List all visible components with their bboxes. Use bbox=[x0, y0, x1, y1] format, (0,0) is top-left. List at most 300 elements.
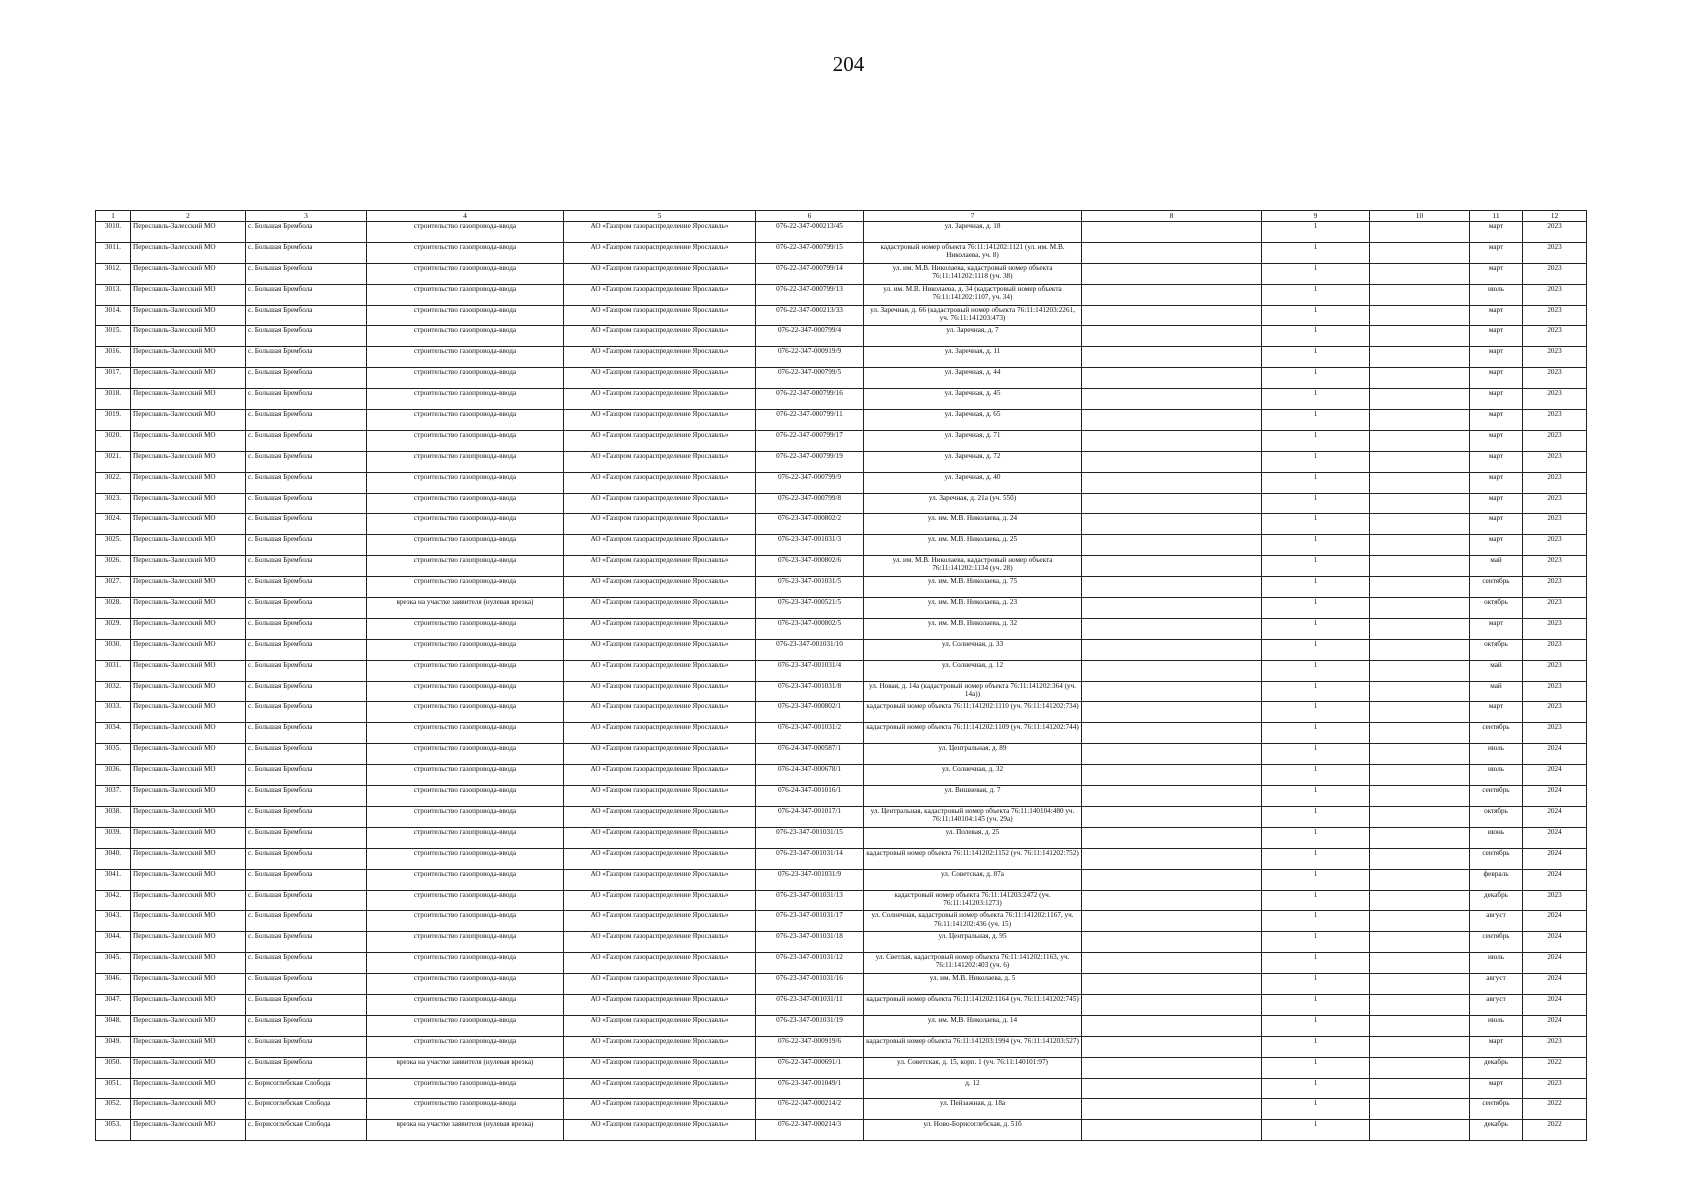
table-cell-col-7: ул. Советская, д. 87а bbox=[864, 869, 1082, 890]
table-cell-col-5: АО «Газпром газораспределение Ярославль» bbox=[564, 806, 756, 827]
table-cell-col-7: ул. Заречная, д. 7 bbox=[864, 326, 1082, 347]
table-cell-col-7: ул. Солнечная, кадастровый номер объекта 76:11:141202:1167, уч. 76:11:141202:436 (уч. 15) bbox=[864, 911, 1082, 932]
table-row bbox=[96, 681, 1587, 702]
table-cell-col-11: март bbox=[1470, 1036, 1523, 1057]
table-cell-col-7: ул. Заречная, д. 71 bbox=[864, 430, 1082, 451]
table-cell-col-6: 076-23-347-000521/5 bbox=[756, 598, 864, 619]
table-cell-col-8 bbox=[1082, 535, 1262, 556]
table-cell-col-3: с. Большая Брембола bbox=[246, 326, 367, 347]
table-cell-col-12: 2023 bbox=[1523, 472, 1587, 493]
table-cell-col-7: кадастровый номер объекта 76:11:141203:2472 (уч. 76:11:141203:1273) bbox=[864, 890, 1082, 911]
table-cell-col-2: Переславль-Залесский МО bbox=[131, 848, 246, 869]
table-cell-col-11: сентябрь bbox=[1470, 848, 1523, 869]
table-cell-col-10 bbox=[1370, 869, 1470, 890]
table-cell-col-3: с. Большая Брембола bbox=[246, 472, 367, 493]
table-cell-col-1: 3013. bbox=[96, 284, 131, 305]
table-cell-col-8 bbox=[1082, 744, 1262, 765]
table-cell-col-4: строительство газопровода-ввода bbox=[367, 618, 564, 639]
table-cell-col-11: март bbox=[1470, 618, 1523, 639]
table-cell-col-1: 3030. bbox=[96, 639, 131, 660]
table-cell-col-9: 1 bbox=[1262, 598, 1370, 619]
table-cell-col-12: 2022 bbox=[1523, 1057, 1587, 1078]
table-cell-col-9: 1 bbox=[1262, 618, 1370, 639]
table-cell-col-2: Переславль-Залесский МО bbox=[131, 974, 246, 995]
table-cell-col-7: ул. Заречная, д. 21а (уч. 55б) bbox=[864, 493, 1082, 514]
table-cell-col-4: строительство газопровода-ввода bbox=[367, 890, 564, 911]
table-cell-col-9: 1 bbox=[1262, 305, 1370, 326]
table-cell-col-1: 3045. bbox=[96, 953, 131, 974]
table-cell-col-11: март bbox=[1470, 368, 1523, 389]
table-cell-col-5: АО «Газпром газораспределение Ярославль» bbox=[564, 1099, 756, 1120]
table-cell-col-1: 3023. bbox=[96, 493, 131, 514]
table-cell-col-10 bbox=[1370, 305, 1470, 326]
table-cell-col-7: ул. Полевая, д. 25 bbox=[864, 827, 1082, 848]
table-cell-col-3: с. Большая Брембола bbox=[246, 639, 367, 660]
table-cell-col-10 bbox=[1370, 744, 1470, 765]
table-cell-col-9: 1 bbox=[1262, 1099, 1370, 1120]
table-cell-col-12: 2024 bbox=[1523, 911, 1587, 932]
table-cell-col-4: строительство газопровода-ввода bbox=[367, 389, 564, 410]
table-cell-col-12: 2023 bbox=[1523, 681, 1587, 702]
table-row bbox=[96, 953, 1587, 974]
table-cell-col-11: март bbox=[1470, 535, 1523, 556]
table-cell-col-4: строительство газопровода-ввода bbox=[367, 222, 564, 243]
table-row bbox=[96, 222, 1587, 243]
table-cell-col-11: март bbox=[1470, 263, 1523, 284]
table-cell-col-9: 1 bbox=[1262, 765, 1370, 786]
table-cell-col-2: Переславль-Залесский МО bbox=[131, 869, 246, 890]
table-cell-col-11: июль bbox=[1470, 953, 1523, 974]
table-row bbox=[96, 263, 1587, 284]
column-header-1: 1 bbox=[96, 211, 131, 222]
table-cell-col-9: 1 bbox=[1262, 347, 1370, 368]
table-cell-col-1: 3012. bbox=[96, 263, 131, 284]
table-cell-col-9: 1 bbox=[1262, 535, 1370, 556]
table-cell-col-2: Переславль-Залесский МО bbox=[131, 535, 246, 556]
table-cell-col-8 bbox=[1082, 347, 1262, 368]
table-cell-col-1: 3028. bbox=[96, 598, 131, 619]
table-cell-col-3: с. Большая Брембола bbox=[246, 660, 367, 681]
table-row bbox=[96, 598, 1587, 619]
table-cell-col-8 bbox=[1082, 786, 1262, 807]
table-cell-col-11: декабрь bbox=[1470, 1057, 1523, 1078]
table-row bbox=[96, 869, 1587, 890]
table-cell-col-8 bbox=[1082, 618, 1262, 639]
table-cell-col-8 bbox=[1082, 263, 1262, 284]
column-header-3: 3 bbox=[246, 211, 367, 222]
table-cell-col-11: март bbox=[1470, 326, 1523, 347]
table-cell-col-11: март bbox=[1470, 1078, 1523, 1099]
table-cell-col-8 bbox=[1082, 806, 1262, 827]
table-cell-col-12: 2023 bbox=[1523, 514, 1587, 535]
table-cell-col-4: строительство газопровода-ввода bbox=[367, 410, 564, 431]
table-cell-col-11: март bbox=[1470, 451, 1523, 472]
table-cell-col-10 bbox=[1370, 681, 1470, 702]
table-cell-col-8 bbox=[1082, 326, 1262, 347]
table-cell-col-10 bbox=[1370, 1099, 1470, 1120]
table-cell-col-11: май bbox=[1470, 681, 1523, 702]
table-cell-col-7: ул. Солнечная, д. 32 bbox=[864, 765, 1082, 786]
table-row bbox=[96, 618, 1587, 639]
table-cell-col-8 bbox=[1082, 723, 1262, 744]
table-cell-col-11: август bbox=[1470, 974, 1523, 995]
table-cell-col-7: ул. Новая, д. 14а (кадастровый номер объекта 76:11:141202:364 (уч. 14а)) bbox=[864, 681, 1082, 702]
table-cell-col-8 bbox=[1082, 430, 1262, 451]
table-cell-col-9: 1 bbox=[1262, 911, 1370, 932]
page-number: 204 bbox=[832, 52, 865, 76]
table-cell-col-3: с. Большая Брембола bbox=[246, 744, 367, 765]
table-cell-col-9: 1 bbox=[1262, 702, 1370, 723]
table-cell-col-12: 2023 bbox=[1523, 242, 1587, 263]
table-cell-col-10 bbox=[1370, 430, 1470, 451]
table-cell-col-3: с. Большая Брембола bbox=[246, 284, 367, 305]
table-cell-col-9: 1 bbox=[1262, 263, 1370, 284]
table-cell-col-6: 076-23-347-001031/18 bbox=[756, 932, 864, 953]
table-cell-col-4: строительство газопровода-ввода bbox=[367, 305, 564, 326]
table-cell-col-11: март bbox=[1470, 242, 1523, 263]
table-cell-col-7: ул. им. М.В. Николаева, д. 24 bbox=[864, 514, 1082, 535]
table-cell-col-2: Переславль-Залесский МО bbox=[131, 430, 246, 451]
table-cell-col-10 bbox=[1370, 618, 1470, 639]
table-cell-col-6: 076-22-347-000213/45 bbox=[756, 222, 864, 243]
table-cell-col-5: АО «Газпром газораспределение Ярославль» bbox=[564, 514, 756, 535]
table-cell-col-11: июнь bbox=[1470, 827, 1523, 848]
table-cell-col-2: Переславль-Залесский МО bbox=[131, 472, 246, 493]
table-cell-col-6: 076-22-347-000919/6 bbox=[756, 1036, 864, 1057]
table-cell-col-6: 076-22-347-000799/15 bbox=[756, 242, 864, 263]
table-cell-col-10 bbox=[1370, 932, 1470, 953]
table-cell-col-12: 2023 bbox=[1523, 1036, 1587, 1057]
table-cell-col-7: ул. Заречная, д. 66 (кадастровый номер объекта 76:11:141203:2261, уч. 76:11:141203:473) bbox=[864, 305, 1082, 326]
table-cell-col-3: с. Большая Брембола bbox=[246, 786, 367, 807]
table-cell-col-8 bbox=[1082, 556, 1262, 577]
table-cell-col-3: с. Большая Брембола bbox=[246, 702, 367, 723]
column-header-6: 6 bbox=[756, 211, 864, 222]
table-cell-col-12: 2024 bbox=[1523, 869, 1587, 890]
table-cell-col-6: 076-24-347-001017/1 bbox=[756, 806, 864, 827]
table-cell-col-12: 2023 bbox=[1523, 222, 1587, 243]
table-cell-col-11: октябрь bbox=[1470, 639, 1523, 660]
table-cell-col-11: октябрь bbox=[1470, 598, 1523, 619]
table-cell-col-2: Переславль-Залесский МО bbox=[131, 994, 246, 1015]
table-cell-col-6: 076-24-347-000587/1 bbox=[756, 744, 864, 765]
table-cell-col-4: строительство газопровода-ввода bbox=[367, 347, 564, 368]
table-cell-col-9: 1 bbox=[1262, 1036, 1370, 1057]
table-cell-col-3: с. Большая Брембола bbox=[246, 911, 367, 932]
table-cell-col-7: ул. им. М.В. Николаева, д. 23 bbox=[864, 598, 1082, 619]
table-cell-col-11: сентябрь bbox=[1470, 932, 1523, 953]
table-row bbox=[96, 1078, 1587, 1099]
table-cell-col-1: 3029. bbox=[96, 618, 131, 639]
table-cell-col-2: Переславль-Залесский МО bbox=[131, 723, 246, 744]
table-cell-col-4: строительство газопровода-ввода bbox=[367, 493, 564, 514]
table-cell-col-5: АО «Газпром газораспределение Ярославль» bbox=[564, 639, 756, 660]
table-cell-col-1: 3016. bbox=[96, 347, 131, 368]
table-cell-col-4: строительство газопровода-ввода bbox=[367, 639, 564, 660]
table-cell-col-4: строительство газопровода-ввода bbox=[367, 577, 564, 598]
table-cell-col-7: ул. Солнечная, д. 33 bbox=[864, 639, 1082, 660]
table-cell-col-3: с. Большая Брембола bbox=[246, 618, 367, 639]
table-cell-col-3: с. Большая Брембола bbox=[246, 222, 367, 243]
table-cell-col-4: строительство газопровода-ввода bbox=[367, 535, 564, 556]
table-cell-col-3: с. Борисоглебская Слобода bbox=[246, 1078, 367, 1099]
table-cell-col-2: Переславль-Залесский МО bbox=[131, 368, 246, 389]
table-cell-col-10 bbox=[1370, 1120, 1470, 1141]
table-cell-col-10 bbox=[1370, 765, 1470, 786]
table-cell-col-5: АО «Газпром газораспределение Ярославль» bbox=[564, 974, 756, 995]
table-row bbox=[96, 702, 1587, 723]
table-cell-col-4: строительство газопровода-ввода bbox=[367, 848, 564, 869]
table-cell-col-11: август bbox=[1470, 911, 1523, 932]
table-row bbox=[96, 932, 1587, 953]
table-cell-col-7: ул. Заречная, д. 65 bbox=[864, 410, 1082, 431]
table-row bbox=[96, 305, 1587, 326]
table-cell-col-12: 2024 bbox=[1523, 953, 1587, 974]
table-cell-col-11: декабрь bbox=[1470, 1120, 1523, 1141]
table-cell-col-5: АО «Газпром газораспределение Ярославль» bbox=[564, 389, 756, 410]
table-cell-col-4: строительство газопровода-ввода bbox=[367, 326, 564, 347]
table-cell-col-8 bbox=[1082, 493, 1262, 514]
table-cell-col-6: 076-23-347-001031/9 bbox=[756, 869, 864, 890]
table-cell-col-3: с. Большая Брембола bbox=[246, 305, 367, 326]
table-cell-col-1: 3021. bbox=[96, 451, 131, 472]
table-cell-col-11: октябрь bbox=[1470, 806, 1523, 827]
table-cell-col-10 bbox=[1370, 472, 1470, 493]
table-cell-col-9: 1 bbox=[1262, 410, 1370, 431]
table-cell-col-6: 076-22-347-000799/13 bbox=[756, 284, 864, 305]
column-header-5: 5 bbox=[564, 211, 756, 222]
table-cell-col-11: март bbox=[1470, 347, 1523, 368]
table-cell-col-2: Переславль-Залесский МО bbox=[131, 660, 246, 681]
table-cell-col-3: с. Большая Брембола bbox=[246, 848, 367, 869]
table-cell-col-12: 2023 bbox=[1523, 577, 1587, 598]
table-cell-col-8 bbox=[1082, 953, 1262, 974]
table-row bbox=[96, 723, 1587, 744]
table-cell-col-10 bbox=[1370, 242, 1470, 263]
table-cell-col-4: строительство газопровода-ввода bbox=[367, 451, 564, 472]
table-cell-col-2: Переславль-Залесский МО bbox=[131, 681, 246, 702]
table-cell-col-2: Переславль-Залесский МО bbox=[131, 305, 246, 326]
table-cell-col-1: 3042. bbox=[96, 890, 131, 911]
table-cell-col-12: 2023 bbox=[1523, 284, 1587, 305]
table-cell-col-5: АО «Газпром газораспределение Ярославль» bbox=[564, 1057, 756, 1078]
table-cell-col-11: сентябрь bbox=[1470, 786, 1523, 807]
table-cell-col-12: 2023 bbox=[1523, 639, 1587, 660]
table-cell-col-3: с. Большая Брембола bbox=[246, 890, 367, 911]
table-cell-col-4: строительство газопровода-ввода bbox=[367, 1099, 564, 1120]
table-cell-col-3: с. Большая Брембола bbox=[246, 242, 367, 263]
table-cell-col-5: АО «Газпром газораспределение Ярославль» bbox=[564, 451, 756, 472]
table-cell-col-1: 3033. bbox=[96, 702, 131, 723]
table-cell-col-10 bbox=[1370, 890, 1470, 911]
table-cell-col-3: с. Борисоглебская Слобода bbox=[246, 1120, 367, 1141]
table-cell-col-10 bbox=[1370, 1036, 1470, 1057]
table-cell-col-8 bbox=[1082, 410, 1262, 431]
table-cell-col-3: с. Большая Брембола bbox=[246, 263, 367, 284]
table-cell-col-8 bbox=[1082, 994, 1262, 1015]
table-cell-col-2: Переславль-Залесский МО bbox=[131, 493, 246, 514]
table-cell-col-4: строительство газопровода-ввода bbox=[367, 1015, 564, 1036]
table-cell-col-5: АО «Газпром газораспределение Ярославль» bbox=[564, 263, 756, 284]
table-cell-col-7: ул. Советская, д. 15, корп. 1 (уч. 76:11:140101:97) bbox=[864, 1057, 1082, 1078]
table-cell-col-11: июль bbox=[1470, 284, 1523, 305]
table-cell-col-2: Переславль-Залесский МО bbox=[131, 1057, 246, 1078]
table-cell-col-9: 1 bbox=[1262, 639, 1370, 660]
table-cell-col-9: 1 bbox=[1262, 326, 1370, 347]
table-row bbox=[96, 1015, 1587, 1036]
table-row bbox=[96, 660, 1587, 681]
table-cell-col-2: Переславль-Залесский МО bbox=[131, 410, 246, 431]
table-cell-col-10 bbox=[1370, 598, 1470, 619]
table-cell-col-6: 076-23-347-001031/15 bbox=[756, 827, 864, 848]
table-cell-col-5: АО «Газпром газораспределение Ярославль» bbox=[564, 618, 756, 639]
table-cell-col-5: АО «Газпром газораспределение Ярославль» bbox=[564, 493, 756, 514]
table-cell-col-11: сентябрь bbox=[1470, 577, 1523, 598]
table-cell-col-3: с. Большая Брембола bbox=[246, 410, 367, 431]
table-cell-col-8 bbox=[1082, 869, 1262, 890]
table-cell-col-12: 2022 bbox=[1523, 1099, 1587, 1120]
table-cell-col-4: строительство газопровода-ввода bbox=[367, 660, 564, 681]
table-cell-col-4: строительство газопровода-ввода bbox=[367, 263, 564, 284]
table-cell-col-3: с. Большая Брембола bbox=[246, 994, 367, 1015]
column-header-10: 10 bbox=[1370, 211, 1470, 222]
table-row bbox=[96, 806, 1587, 827]
table-row bbox=[96, 347, 1587, 368]
table-cell-col-6: 076-22-347-000799/5 bbox=[756, 368, 864, 389]
table-cell-col-12: 2023 bbox=[1523, 347, 1587, 368]
table-cell-col-5: АО «Газпром газораспределение Ярославль» bbox=[564, 994, 756, 1015]
table-cell-col-7: ул. им. М.В. Николаева, д. 34 (кадастровый номер объекта 76:11:141202:1107, уч. 34) bbox=[864, 284, 1082, 305]
table-cell-col-7: ул. им. М.В. Николаева, кадастровый номер объекта 76:11:141202:1118 (уч. 38) bbox=[864, 263, 1082, 284]
table-cell-col-3: с. Большая Брембола bbox=[246, 493, 367, 514]
table-cell-col-8 bbox=[1082, 1099, 1262, 1120]
table-cell-col-9: 1 bbox=[1262, 493, 1370, 514]
table-cell-col-6: 076-22-347-000799/14 bbox=[756, 263, 864, 284]
table-cell-col-12: 2024 bbox=[1523, 994, 1587, 1015]
table-cell-col-2: Переславль-Залесский МО bbox=[131, 242, 246, 263]
table-cell-col-10 bbox=[1370, 1015, 1470, 1036]
table-cell-col-1: 3011. bbox=[96, 242, 131, 263]
table-cell-col-4: строительство газопровода-ввода bbox=[367, 723, 564, 744]
table-cell-col-8 bbox=[1082, 514, 1262, 535]
table-cell-col-7: кадастровый номер объекта 76:11:141202:1110 (уч. 76:11:141202:734) bbox=[864, 702, 1082, 723]
table-cell-col-1: 3040. bbox=[96, 848, 131, 869]
table-cell-col-4: строительство газопровода-ввода bbox=[367, 932, 564, 953]
table-row bbox=[96, 430, 1587, 451]
table-cell-col-6: 076-22-347-000214/2 bbox=[756, 1099, 864, 1120]
table-cell-col-6: 076-23-347-001049/1 bbox=[756, 1078, 864, 1099]
table-row bbox=[96, 493, 1587, 514]
table-cell-col-2: Переславль-Залесский МО bbox=[131, 284, 246, 305]
table-cell-col-9: 1 bbox=[1262, 932, 1370, 953]
table-cell-col-10 bbox=[1370, 347, 1470, 368]
table-cell-col-11: сентябрь bbox=[1470, 1099, 1523, 1120]
table-cell-col-1: 3034. bbox=[96, 723, 131, 744]
table-cell-col-1: 3035. bbox=[96, 744, 131, 765]
table-cell-col-8 bbox=[1082, 974, 1262, 995]
table-cell-col-11: март bbox=[1470, 410, 1523, 431]
table-cell-col-5: АО «Газпром газораспределение Ярославль» bbox=[564, 305, 756, 326]
table-cell-col-4: строительство газопровода-ввода bbox=[367, 974, 564, 995]
table-cell-col-2: Переславль-Залесский МО bbox=[131, 618, 246, 639]
table-cell-col-4: строительство газопровода-ввода bbox=[367, 911, 564, 932]
table-cell-col-10 bbox=[1370, 222, 1470, 243]
table-cell-col-3: с. Большая Брембола bbox=[246, 368, 367, 389]
table-cell-col-5: АО «Газпром газораспределение Ярославль» bbox=[564, 1078, 756, 1099]
table-cell-col-5: АО «Газпром газораспределение Ярославль» bbox=[564, 222, 756, 243]
table-cell-col-4: строительство газопровода-ввода bbox=[367, 869, 564, 890]
table-cell-col-3: с. Большая Брембола bbox=[246, 451, 367, 472]
table-cell-col-12: 2024 bbox=[1523, 765, 1587, 786]
table-cell-col-1: 3032. bbox=[96, 681, 131, 702]
table-cell-col-5: АО «Газпром газораспределение Ярославль» bbox=[564, 932, 756, 953]
table-cell-col-9: 1 bbox=[1262, 242, 1370, 263]
table-cell-col-9: 1 bbox=[1262, 430, 1370, 451]
table-cell-col-7: кадастровый номер объекта 76:11:141202:1164 (уч. 76:11:141202:745) bbox=[864, 994, 1082, 1015]
table-cell-col-6: 076-23-347-001031/14 bbox=[756, 848, 864, 869]
table-row bbox=[96, 284, 1587, 305]
table-cell-col-7: кадастровый номер объекта 76:11:141203:1994 (уч. 76:11:141203:527) bbox=[864, 1036, 1082, 1057]
table-cell-col-9: 1 bbox=[1262, 848, 1370, 869]
table-row bbox=[96, 1036, 1587, 1057]
table-cell-col-6: 076-22-347-000799/9 bbox=[756, 472, 864, 493]
table-cell-col-2: Переславль-Залесский МО bbox=[131, 451, 246, 472]
table-cell-col-5: АО «Газпром газораспределение Ярославль» bbox=[564, 702, 756, 723]
table-cell-col-11: март bbox=[1470, 222, 1523, 243]
table-cell-col-4: строительство газопровода-ввода bbox=[367, 953, 564, 974]
table-row bbox=[96, 410, 1587, 431]
table-cell-col-8 bbox=[1082, 305, 1262, 326]
table-cell-col-1: 3049. bbox=[96, 1036, 131, 1057]
table-header bbox=[96, 211, 1587, 222]
table-cell-col-10 bbox=[1370, 1057, 1470, 1078]
table-cell-col-1: 3026. bbox=[96, 556, 131, 577]
table-row bbox=[96, 744, 1587, 765]
table-cell-col-5: АО «Газпром газораспределение Ярославль» bbox=[564, 577, 756, 598]
table-cell-col-10 bbox=[1370, 284, 1470, 305]
table-cell-col-1: 3039. bbox=[96, 827, 131, 848]
table-cell-col-11: март bbox=[1470, 472, 1523, 493]
table-cell-col-3: с. Большая Брембола bbox=[246, 932, 367, 953]
table-cell-col-6: 076-23-347-000802/5 bbox=[756, 618, 864, 639]
table-cell-col-6: 076-22-347-000799/16 bbox=[756, 389, 864, 410]
table-row bbox=[96, 639, 1587, 660]
table-cell-col-11: май bbox=[1470, 660, 1523, 681]
table-cell-col-1: 3010. bbox=[96, 222, 131, 243]
table-cell-col-1: 3046. bbox=[96, 974, 131, 995]
table-cell-col-7: ул. им. М.В. Николаева, д. 25 bbox=[864, 535, 1082, 556]
table-cell-col-8 bbox=[1082, 368, 1262, 389]
table-cell-col-8 bbox=[1082, 284, 1262, 305]
table-cell-col-4: строительство газопровода-ввода bbox=[367, 430, 564, 451]
table-cell-col-6: 076-23-347-001031/13 bbox=[756, 890, 864, 911]
table-cell-col-9: 1 bbox=[1262, 284, 1370, 305]
table-cell-col-7: ул. Заречная, д. 44 bbox=[864, 368, 1082, 389]
table-cell-col-6: 076-24-347-001016/1 bbox=[756, 786, 864, 807]
table-cell-col-10 bbox=[1370, 493, 1470, 514]
table-cell-col-4: строительство газопровода-ввода bbox=[367, 806, 564, 827]
table-cell-col-4: строительство газопровода-ввода bbox=[367, 827, 564, 848]
table-cell-col-7: кадастровый номер объекта 76:11:141202:1109 (уч. 76:11:141202:744) bbox=[864, 723, 1082, 744]
table-cell-col-10 bbox=[1370, 911, 1470, 932]
table-cell-col-2: Переславль-Залесский МО bbox=[131, 765, 246, 786]
table-cell-col-8 bbox=[1082, 848, 1262, 869]
table-cell-col-9: 1 bbox=[1262, 681, 1370, 702]
column-header-4: 4 bbox=[367, 211, 564, 222]
table-cell-col-6: 076-22-347-000799/11 bbox=[756, 410, 864, 431]
header-row bbox=[96, 211, 1587, 222]
registry-table bbox=[95, 210, 1587, 1141]
